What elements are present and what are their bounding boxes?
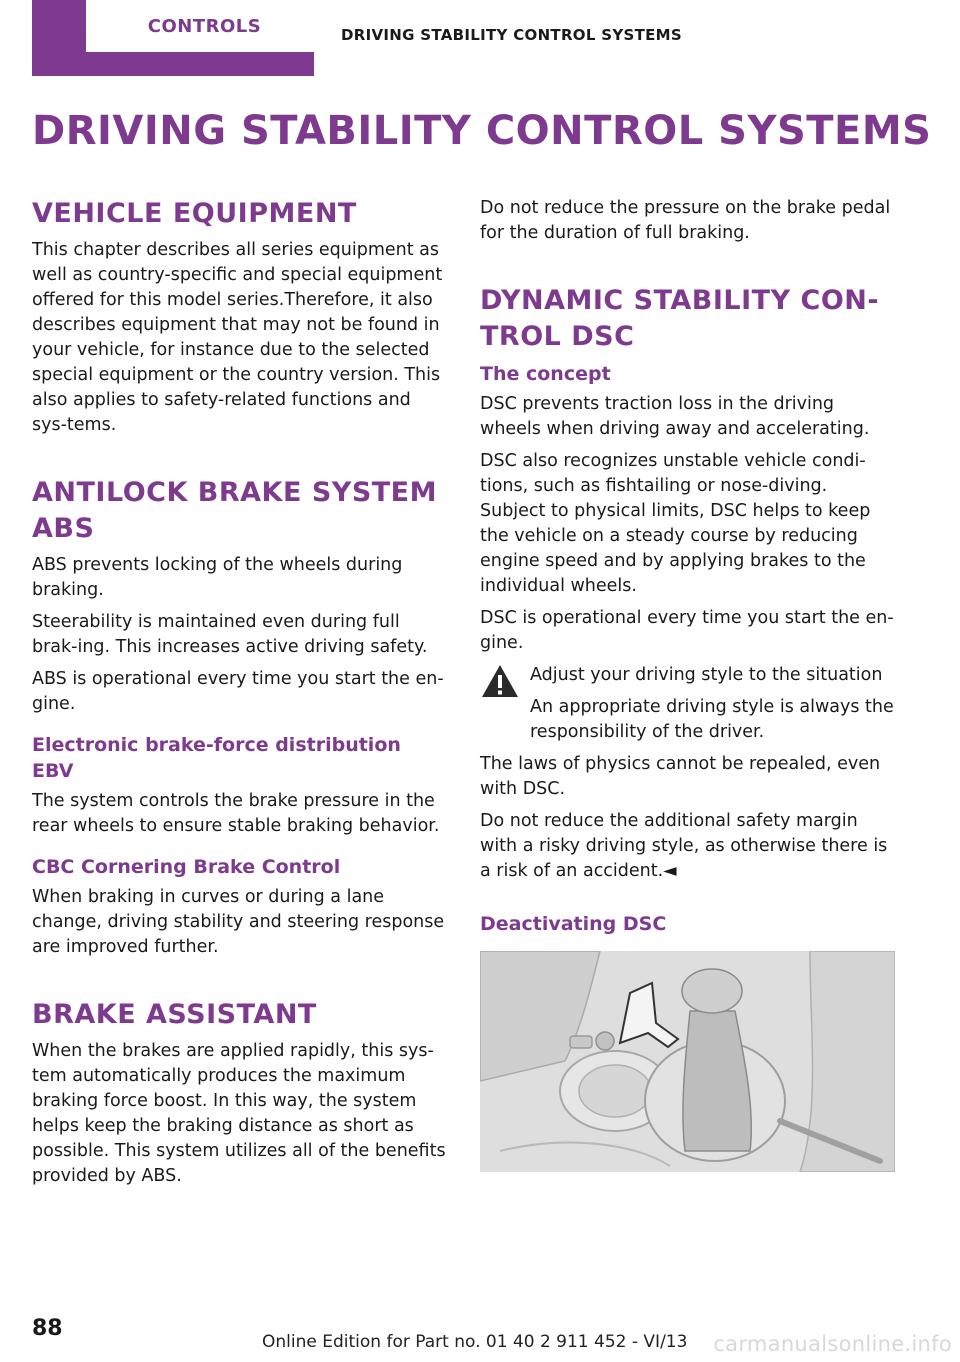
dsc-button-illustration <box>480 951 895 1172</box>
warning-text-2: The laws of physics cannot be repealed, even with DSC. <box>480 754 881 799</box>
section-tab <box>32 0 314 76</box>
section-tab-label: CONTROLS <box>147 15 262 37</box>
warning-text-3: Do not reduce the additional safety margin with a risky driving style, as otherwise there is a risk of an accident.◄ <box>480 811 888 881</box>
vehicle-equipment-text: This chapter describes all series equipment as well as country-specific and special equipment offered for this model series.Therefore, it also describes equipment that may not be found in your vehicle, for instance due to the selected special equipment or the country version. This also applies to safety-related functions and sys-tems. <box>32 240 443 435</box>
dsc-text-3: DSC is operational every time you start the en-gine. <box>480 608 894 653</box>
cbc-text: When braking in curves or during a lane change, driving stability and steering response are improved further. <box>32 887 445 957</box>
dsc-text-1: DSC prevents traction loss in the driving wheels when driving away and accelerating. <box>480 394 870 439</box>
page-number: 88 <box>32 1316 63 1341</box>
abs-text-1: ABS prevents locking of the wheels during braking. <box>32 555 403 600</box>
edition-footer: Online Edition for Part no. 01 40 2 911 452 - VI/13 <box>262 1332 688 1352</box>
right-column <box>480 196 896 1172</box>
chapter-header: DRIVING STABILITY CONTROL SYSTEMS <box>341 26 683 44</box>
heading-cbc: CBC Cornering Brake Control <box>32 856 341 878</box>
ebv-text: The system controls the brake pressure in the rear wheels to ensure stable braking behavior. <box>32 791 440 836</box>
warning-icon <box>480 663 520 699</box>
heading-ebv: Electronic brake-force distribution EBV <box>32 734 401 782</box>
heading-deactivating-dsc: Deactivating DSC <box>480 913 667 935</box>
watermark: carmanualsonline.info <box>713 1332 952 1356</box>
page-title: DRIVING STABILITY CONTROL SYSTEMS <box>32 108 932 154</box>
warning-title: Adjust your driving style to the situation <box>530 665 883 685</box>
heading-concept: The concept <box>480 363 611 385</box>
left-column <box>32 196 448 1196</box>
heading-brake-assistant: BRAKE ASSISTANT <box>32 999 317 1030</box>
heading-vehicle-equipment: VEHICLE EQUIPMENT <box>32 198 357 229</box>
warning-block <box>480 663 896 745</box>
abs-text-3: ABS is operational every time you start the en-gine. <box>32 669 444 714</box>
brake-assistant-text: When the brakes are applied rapidly, this sys-tem automatically produces the maximum braking force boost. In this way, the system helps keep the braking distance as short as possible. This system utilizes all of the benefits provided by ABS. <box>32 1041 446 1186</box>
warning-text-1: An appropriate driving style is always the responsibility of the driver. <box>530 697 894 742</box>
full-braking-text: Do not reduce the pressure on the brake pedal for the duration of full braking. <box>480 198 891 243</box>
section-tab-label-box <box>86 0 323 52</box>
abs-text-2: Steerability is maintained even during full brak-ing. This increases active driving safety. <box>32 612 428 657</box>
heading-abs: ANTILOCK BRAKE SYSTEM ABS <box>32 477 437 544</box>
heading-dsc: DYNAMIC STABILITY CON-TROL DSC <box>480 285 880 352</box>
dsc-text-2: DSC also recognizes unstable vehicle condi-tions, such as fishtailing or nose-diving. Subject to physical limits, DSC helps to keep the vehicle on a steady course by reducing engine speed and by applying brakes to the individual wheels. <box>480 451 871 596</box>
